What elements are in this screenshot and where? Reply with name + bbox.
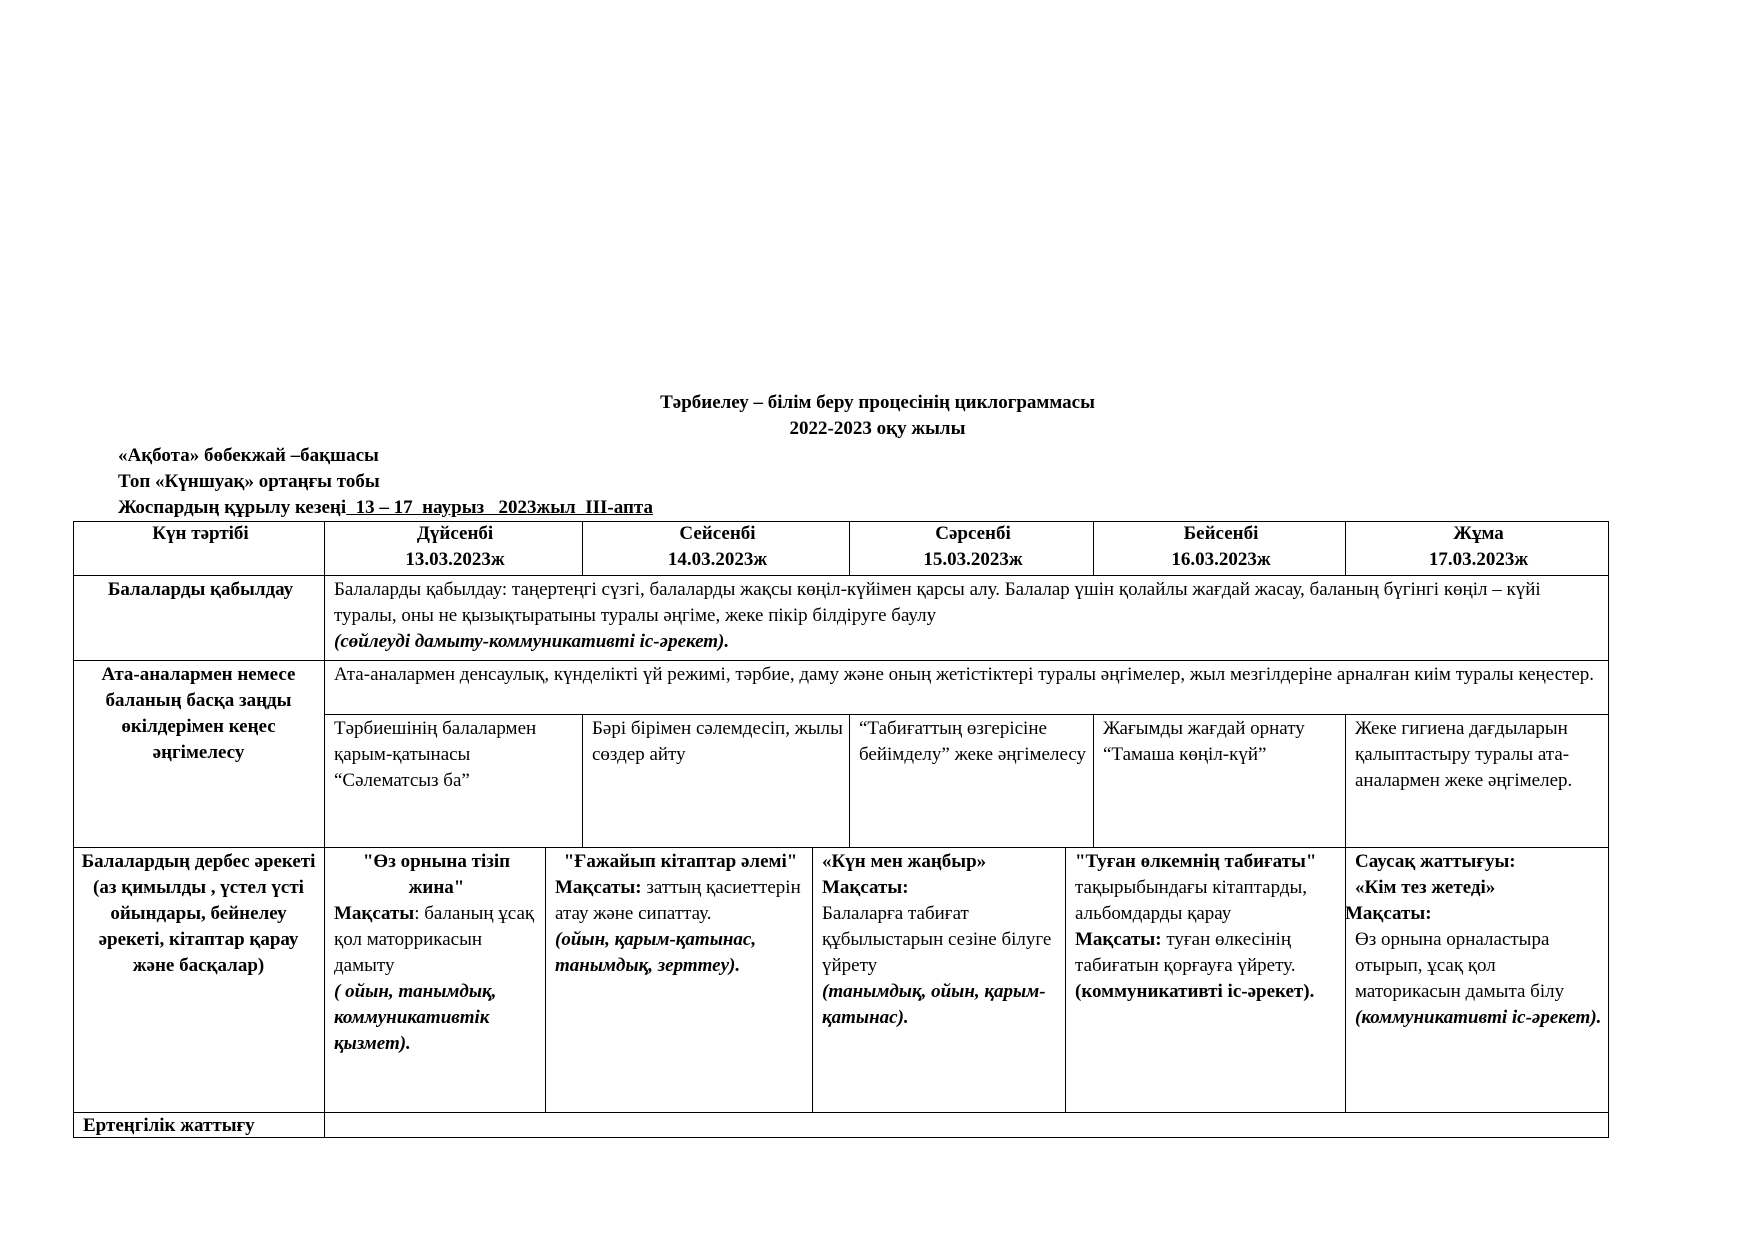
row-label-parents: Ата-аналармен немесе баланың басқа заңды өкілдерімен кеңес әңгімелесу: [101, 664, 296, 763]
exercise-cell: [324, 1113, 1608, 1137]
table-row-divider: [73, 847, 1609, 848]
parents-common-text: Ата-аналармен денсаулық, күнделікті үй режимі, тәрбие, даму және оның жетістіктері туралы әңгімелер, жыл мезгілдеріне арналған киім туралы кеңестер.: [334, 664, 1595, 685]
activity-wednesday: [812, 849, 1065, 1031]
header-day-friday: [1345, 521, 1608, 573]
parents-item-monday: Тәрбиешінің балалармен қарым-қатынасы “Сәлематсыз ба”: [334, 718, 537, 791]
day-date: 13.03.2023ж: [405, 549, 505, 570]
activity-friday: [1345, 849, 1608, 1031]
goal-text: : баланың ұсақ қол маторрикасын дамыту: [334, 903, 535, 976]
activity-subtitle: тақырыбындағы кітаптарды, альбомдарды қарау: [1075, 877, 1308, 924]
day-name: Дүйсенбі: [416, 523, 494, 544]
activity-title: «Күн мен жаңбыр»: [822, 851, 987, 872]
activity-subtitle: «Кім тез жетеді»: [1355, 877, 1496, 898]
table-row-divider: [73, 660, 1609, 661]
reception-cell: [324, 577, 1608, 655]
activity-note: (коммуникативті іс-әрекет).: [1075, 981, 1315, 1002]
day-date: 16.03.2023ж: [1171, 549, 1271, 570]
header-day-wednesday: [849, 521, 1093, 573]
day-name: Жұма: [1453, 523, 1504, 544]
activity-tuesday: [545, 849, 812, 979]
goal-label: Мақсаты:: [1345, 903, 1432, 924]
activity-note: ( ойын, танымдық, коммуникативтік қызмет).: [334, 981, 497, 1054]
activity-title: "Ғажайып кітаптар әлемі": [563, 851, 798, 872]
reception-note: (сөйлеуді дамыту-коммуникативті іс-әрекет).: [334, 631, 730, 652]
goal-text: туған өлкесінің табиғатын қорғауға үйрету.: [1075, 929, 1296, 976]
plan-period-label: Жоспардың құрылу кезеңі: [118, 497, 347, 518]
activity-note: (ойын, қарым-қатынас, танымдық, зерттеу).: [555, 929, 757, 976]
parents-item-tuesday: Бәрі бірімен сәлемдесіп, жылы сөздер айту: [592, 718, 843, 765]
document-title: Тәрбиелеу – білім беру процесінің циклограммасы: [660, 392, 1095, 413]
academic-year: 2022-2023 оқу жылы: [789, 418, 966, 439]
header-day-monday: [324, 521, 582, 573]
activity-goal: [334, 901, 539, 979]
parents-item-thursday: Жағымды жағдай орнату “Тамаша көңіл-күй”: [1103, 718, 1305, 765]
plan-period-value: 13 – 17 наурыз 2023жыл ІІІ-апта: [346, 497, 653, 518]
activity-monday: [324, 849, 545, 1057]
table-row-divider: [324, 714, 1609, 715]
day-date: 17.03.2023ж: [1428, 549, 1529, 570]
activity-note: (танымдық, ойын, қарым-қатынас).: [822, 981, 1046, 1028]
activity-thursday: [1065, 849, 1345, 1005]
goal-text: Өз орнына орналастыра отырып, ұсақ қол маторикасын дамыта білу: [1355, 929, 1565, 1002]
reception-text: Балаларды қабылдау: таңертеңгі сүзгі, балаларды жақсы көңіл-күйімен қарсы алу. Балалар үшін қолайлы жағдай жасау, баланың бүгінгі көңіл – күйі туралы, оны не қызықтыратыны туралы әңгіме, жеке пікір білдіруге баулу: [334, 579, 1541, 626]
day-name: Сәрсенбі: [935, 523, 1011, 544]
row-label-reception: Балаларды қабылдау: [107, 579, 294, 600]
day-date: 15.03.2023ж: [923, 549, 1023, 570]
kindergarten-name: «Ақбота» бөбекжай –бақшасы: [118, 445, 379, 466]
goal-text: заттың қасиеттерін атау және сипаттау.: [555, 877, 801, 924]
activity-note: (коммуникативті іс-әрекет).: [1355, 1007, 1602, 1028]
header-day-thursday: [1093, 521, 1345, 573]
day-name: Бейсенбі: [1183, 523, 1259, 544]
table-border-right: [1608, 521, 1609, 1138]
group-name: Топ «Күншуақ» ортаңғы тобы: [118, 471, 380, 492]
goal-label: Мақсаты:: [555, 877, 642, 898]
day-name: Сейсенбі: [679, 523, 756, 544]
table-border-left: [73, 521, 74, 1138]
activity-title: "Өз орнына тізіп жина": [362, 851, 511, 898]
goal-text: Балаларға табиғат құбылыстарын сезіне білуге үйрету: [822, 903, 1052, 976]
row-label-independent: Балалардың дербес әрекеті (аз қимылды , үстел үсті ойындары, бейнелеу әрекеті, кітаптар қарау және басқалар): [81, 851, 316, 976]
parents-item-wednesday: “Табиғаттың өзгерісіне бейімделу” жеке әңгімелесу: [859, 718, 1087, 765]
parents-item-friday: Жеке гигиена дағдыларын қалыптастыру туралы ата-аналармен жеке әңгімелер.: [1355, 718, 1573, 791]
activity-title: Саусақ жаттығуы:: [1355, 851, 1516, 872]
activity-goal: [555, 875, 806, 927]
schedule-table: [73, 521, 1609, 1138]
goal-label: Мақсаты: [334, 903, 415, 924]
header-day-tuesday: [582, 521, 849, 573]
row-label-exercise: Ертеңгілік жаттығу: [83, 1115, 255, 1136]
plan-period: [118, 495, 653, 521]
day-date: 14.03.2023ж: [667, 549, 768, 570]
goal-label: Мақсаты:: [822, 877, 909, 898]
goal-label: Мақсаты:: [1075, 929, 1162, 950]
activity-title: "Туған өлкемнің табиғаты": [1075, 851, 1317, 872]
table-row-divider: [73, 575, 1609, 576]
header-routine: Күн тәртібі: [152, 523, 249, 544]
